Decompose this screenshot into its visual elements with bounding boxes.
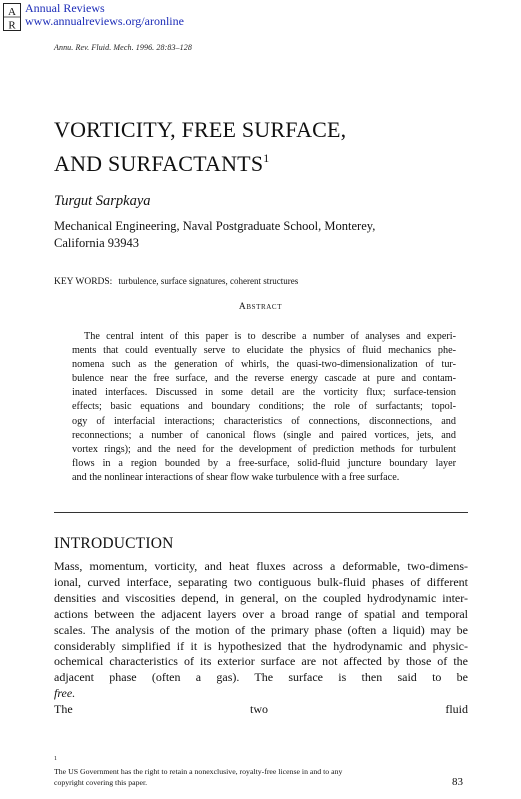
introduction-body [54, 559, 468, 718]
abstract-line: reconnections; a number of canonical flows (single and paired vortices, jets, and [72, 429, 456, 441]
section-divider [54, 512, 468, 513]
journal-citation: Annu. Rev. Fluid. Mech. 1996. 28:83–128 [54, 43, 192, 52]
intro-line-last [54, 670, 468, 718]
intro-line: Mass, momentum, vorticity, and heat fluxes across a deformable, two-dimens- [54, 559, 468, 573]
footnote-line-1-text: The US Government has the right to retain a nonexclusive, royalty-free license in and to any [54, 767, 343, 776]
abstract-line: nomena such as the generation of whirls, the quasi-two-dimensionalization of tur- [72, 359, 456, 371]
annual-reviews-logo-icon [3, 3, 21, 31]
abstract-line: The central intent of this paper is to describe a number of analyses and experi- [84, 331, 456, 342]
footnote-mark: 1 [54, 756, 57, 762]
title-line-2 [54, 144, 474, 178]
affiliation-line-1: Mechanical Engineering, Naval Postgraduate School, Monterey, [54, 219, 376, 233]
abstract-line: effects; basic equations and boundary conditions; the role of surfactants; topol- [72, 401, 456, 413]
keywords-value: turbulence, surface signatures, coherent structures [118, 276, 299, 286]
footnote-line-1 [54, 754, 468, 777]
intro-line-last-text: adjacent phase (often a gas). The surface is then said to be [54, 670, 468, 685]
author-affiliation [54, 218, 474, 252]
intro-line: considerably simplified if it is hypothesized that the hydrodynamic and physic- [54, 638, 468, 653]
brand-name: Annual Reviews [25, 1, 105, 15]
brand-url-link[interactable]: www.annualreviews.org/aronline [25, 14, 184, 28]
svg-text:R: R [8, 19, 16, 31]
abstract-line: bulence near the free surface, and the reverse energy cascade at pure and contam- [72, 373, 456, 385]
intro-line: scales. The analysis of the motion of the primary phase (often a liquid) may be [54, 622, 468, 637]
footnote [54, 754, 468, 788]
intro-line: densities and viscosities depend, in general, on the coupled hydrodynamic inter- [54, 590, 468, 605]
svg-text:A: A [8, 6, 16, 18]
paper-title [54, 116, 474, 178]
page-number: 83 [452, 776, 463, 788]
intro-line: ochemical characteristics of its exterior surface are not affected by those of the [54, 654, 468, 669]
intro-italic-word: free. [54, 686, 76, 701]
abstract-line: vortex rings); and the need for the development of prediction methods for turbulent [72, 443, 456, 455]
title-line-1: VORTICITY, FREE SURFACE, [54, 117, 347, 142]
title-footnote-mark[interactable]: 1 [263, 151, 270, 165]
abstract-line: ogy of interfacial interactions; characteristics of connections, disconnections, and [72, 415, 456, 427]
abstract-body [72, 330, 456, 485]
intro-line-tail: The two fluid [54, 702, 468, 717]
abstract-line: flows in a region bounded by a free-surface, solid-fluid juncture boundary layer [72, 457, 456, 469]
intro-line: ional, curved interface, separating two contiguous bulk-fluid phases of different [54, 574, 468, 589]
author-name: Turgut Sarpkaya [54, 193, 151, 209]
keywords [54, 276, 298, 287]
affiliation-line-2: California 93943 [54, 236, 140, 250]
title-line-2-text: AND SURFACTANTS [54, 151, 264, 176]
keywords-label: KEY WORDS: [54, 277, 113, 287]
introduction-heading: INTRODUCTION [54, 535, 174, 552]
abstract-heading: Abstract [238, 302, 283, 312]
abstract-line: and the nonlinear interactions of shear flow wake turbulence with a free surface. [72, 471, 400, 483]
footnote-line-2: copyright covering this paper. [54, 778, 148, 787]
abstract-line: inated interfaces. Discussed in some detail are the vorticity flux; surface-tension [72, 387, 456, 399]
intro-line: actions between the adjacent layers over a broad range of spatial and temporal [54, 606, 468, 621]
abstract-line: ments that could eventually serve to elucidate the physics of fluid mechanics phe- [72, 345, 456, 357]
